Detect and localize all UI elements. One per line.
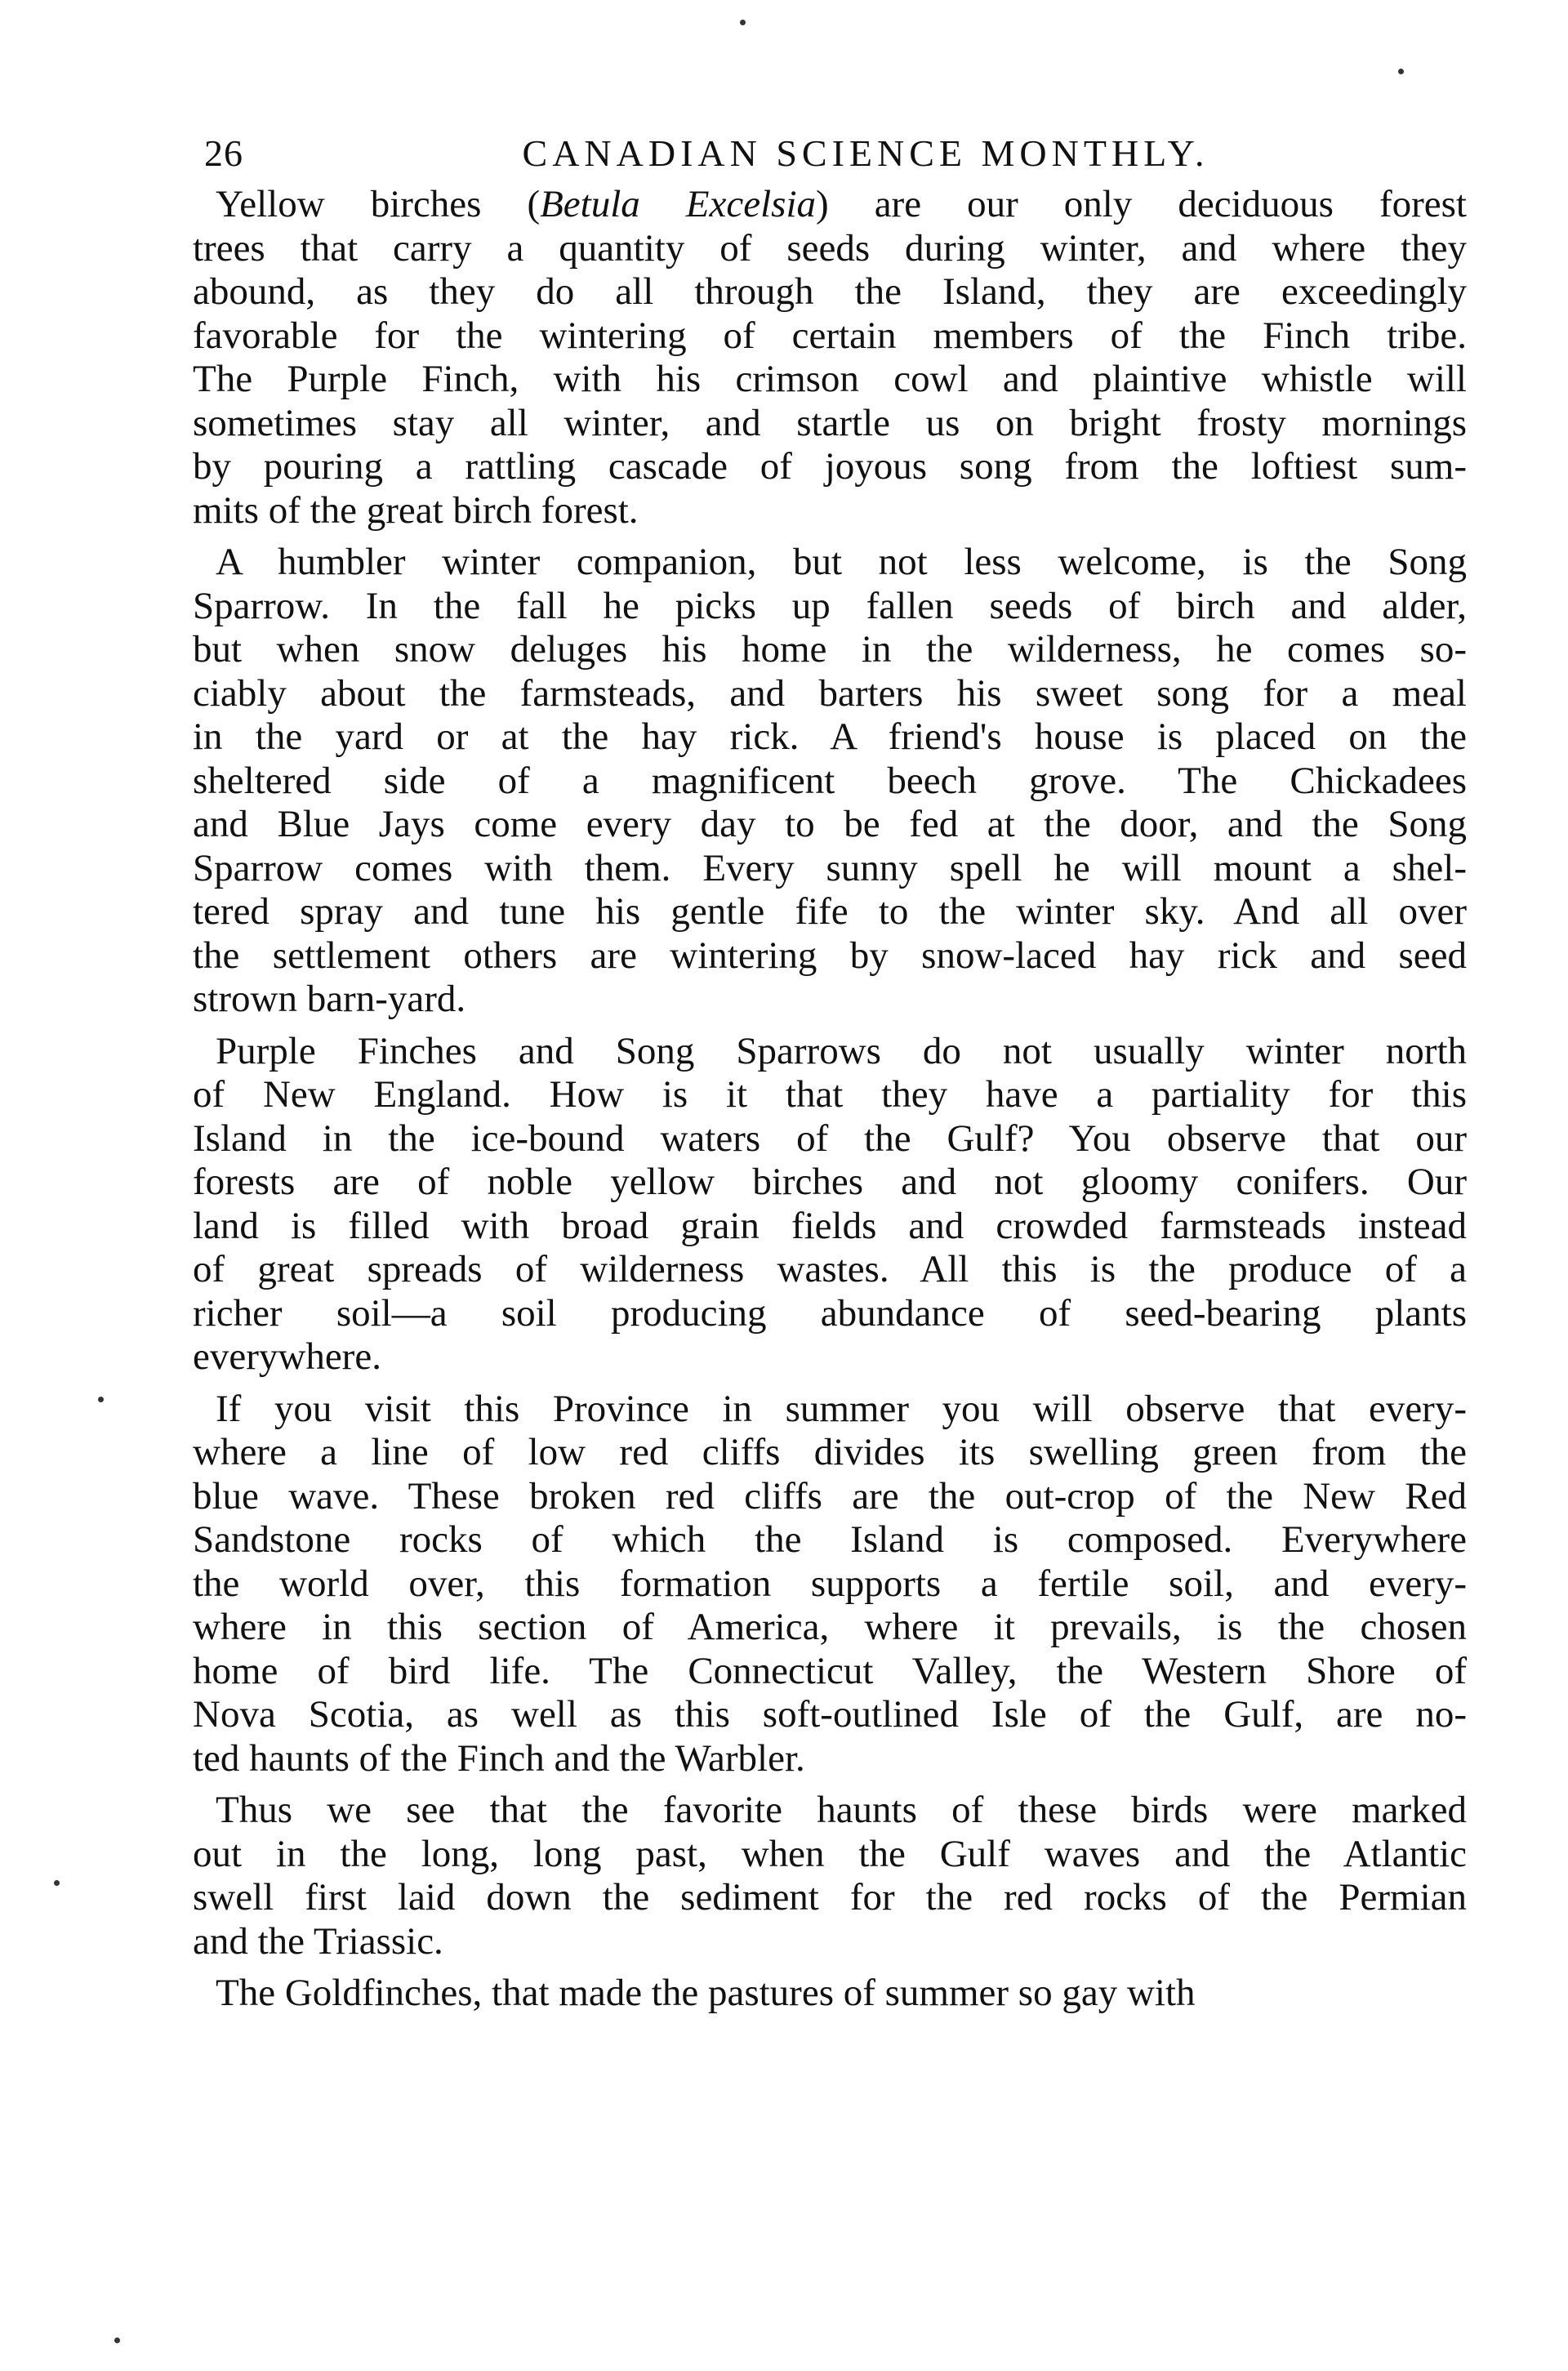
text-line: by pouring a rattling cascade of joyous song from the loftiest sum-: [193, 445, 1467, 488]
text-line: Thus we see that the favorite haunts of these birds were marked: [216, 1789, 1467, 1831]
ink-speck: [1398, 69, 1404, 74]
page-number: 26: [204, 132, 243, 174]
text-line: A humbler winter companion, but not less welcome, is the Song: [216, 541, 1467, 583]
text-line: everywhere.: [193, 1335, 381, 1378]
text-line: swell first laid down the sediment for the red rocks of the Permian: [193, 1876, 1467, 1919]
paragraph: [193, 1972, 1467, 2016]
text-line: sometimes stay all winter, and startle us on bright frosty mornings: [193, 401, 1467, 444]
ink-speck: [114, 2338, 120, 2343]
paragraph: [193, 541, 1467, 1022]
text-line: The Purple Finch, with his crimson cowl and plaintive whistle will: [193, 358, 1467, 400]
latin-name: Betula Excelsia: [540, 183, 817, 225]
text-line: ciably about the farmsteads, and barters his sweet song for a meal: [193, 671, 1467, 715]
paragraph: [193, 1030, 1467, 1379]
body-text: [193, 183, 1467, 2016]
text-line: blue wave. These broken red cliffs are the out-crop of the New Red: [193, 1474, 1467, 1518]
text-line: tered spray and tune his gentle fife to the winter sky. And all over: [193, 890, 1467, 933]
text-line: of great spreads of wilderness wastes. All this is the produce of a: [193, 1248, 1467, 1290]
text-line: Sandstone rocks of which the Island is composed. Everywhere: [193, 1518, 1467, 1561]
text-line: and Blue Jays come every day to be fed at the door, and the Song: [193, 803, 1467, 845]
text-line: richer soil—a soil producing abundance of seed-bearing plants: [193, 1291, 1467, 1335]
text-line: strown barn-yard.: [193, 978, 466, 1020]
ink-speck: [54, 1880, 60, 1886]
text-line: but when snow deluges his home in the wilderness, he comes so-: [193, 628, 1467, 671]
paragraph: [193, 1789, 1467, 1963]
running-head: [204, 129, 1454, 178]
text-line: abound, as they do all through the Island, they are exceedingly: [193, 270, 1467, 313]
text-line: where a line of low red cliffs divides its swelling green from the: [193, 1431, 1467, 1473]
journal-title: CANADIAN SCIENCE MONTHLY.: [522, 132, 1209, 174]
text-line: favorable for the wintering of certain members of the Finch tribe.: [193, 314, 1467, 357]
text-line: Sparrow. In the fall he picks up fallen seeds of birch and alder,: [193, 584, 1467, 627]
text-line: Island in the ice-bound waters of the Gulf? You observe that our: [193, 1116, 1467, 1160]
text-line: land is filled with broad grain fields and crowded farmsteads instead: [193, 1204, 1467, 1247]
ink-speck: [98, 1397, 104, 1402]
text-line: mits of the great birch forest.: [193, 488, 639, 532]
text-line: Nova Scotia, as well as this soft-outlined Isle of the Gulf, are no-: [193, 1693, 1467, 1736]
text-line: the settlement others are wintering by snow-laced hay rick and seed: [193, 934, 1467, 977]
text-line: out in the long, long past, when the Gulf waves and the Atlantic: [193, 1832, 1467, 1875]
text-line: forests are of noble yellow birches and not gloomy conifers. Our: [193, 1161, 1467, 1203]
text-line: Sparrow comes with them. Every sunny spell he will mount a shel-: [193, 846, 1467, 889]
text-line: sheltered side of a magnificent beech grove. The Chickadees: [193, 759, 1467, 802]
text-line: trees that carry a quantity of seeds during winter, and where they: [193, 226, 1467, 270]
ink-speck: [740, 20, 746, 25]
text-line: of New England. How is it that they have a partiality for this: [193, 1073, 1467, 1116]
text-line: Yellow birches (Betula Excelsia) are our only deciduous forest: [216, 183, 1467, 225]
text-line: Purple Finches and Song Sparrows do not usually winter north: [216, 1029, 1467, 1072]
text-line: in the yard or at the hay rick. A friend's house is placed on the: [193, 715, 1467, 758]
text-line: The Goldfinches, that made the pastures of summer so gay with: [216, 1972, 1196, 2014]
paragraph: [193, 1388, 1467, 1781]
text-line: and the Triassic.: [193, 1919, 443, 1963]
text-line: ted haunts of the Finch and the Warbler.: [193, 1736, 805, 1780]
text-line: the world over, this formation supports a fertile soil, and every-: [193, 1562, 1467, 1605]
paragraph: [193, 183, 1467, 533]
text-line: If you visit this Province in summer you will observe that every-: [216, 1387, 1467, 1430]
text-line: where in this section of America, where it prevails, is the chosen: [193, 1606, 1467, 1648]
text-line: home of bird life. The Connecticut Valley, the Western Shore of: [193, 1649, 1467, 1692]
